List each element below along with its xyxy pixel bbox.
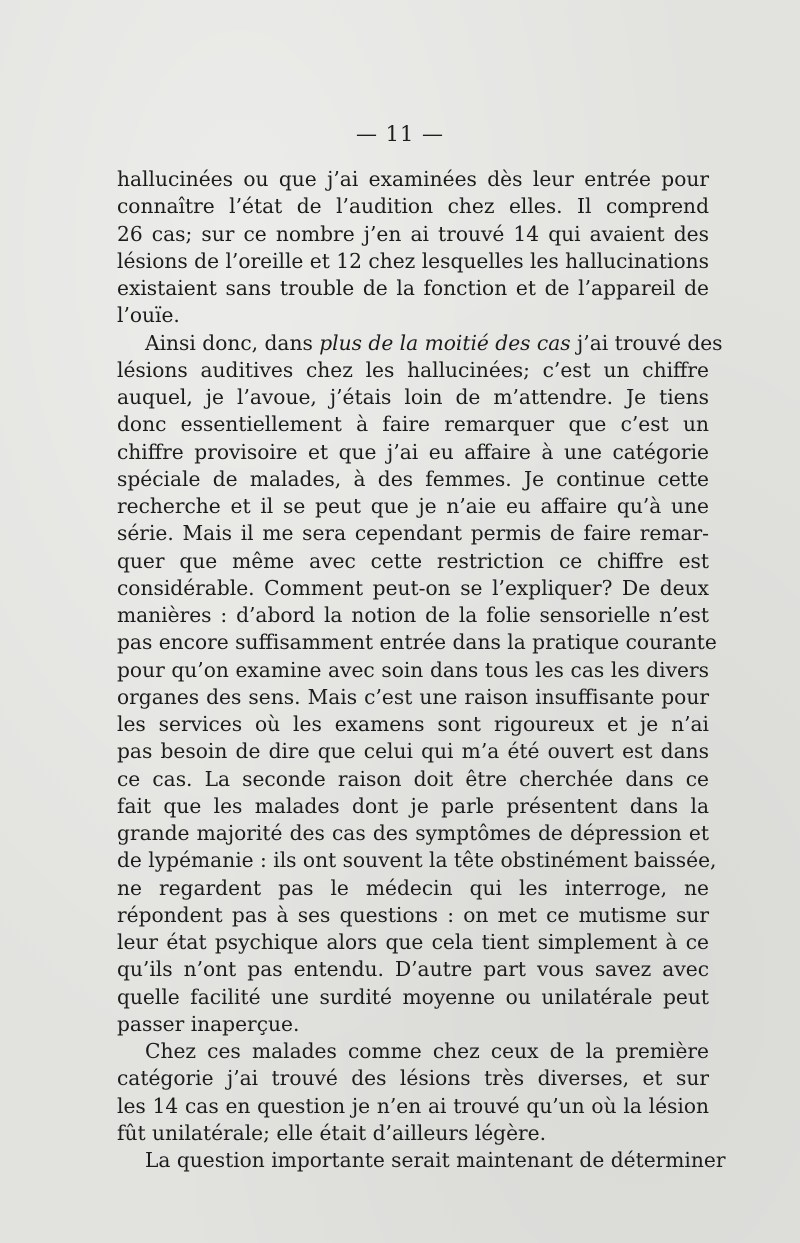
text-line: les services où les examens sont rigoureux et je n’ai <box>117 712 709 736</box>
text-line: manières : d’abord la notion de la folie sensorielle n’est <box>117 603 709 627</box>
text-segment: Ainsi donc, dans <box>145 330 320 355</box>
page-number: — 11 — <box>355 122 445 146</box>
text-line: connaître l’état de l’audition chez elles. Il comprend <box>117 194 709 219</box>
italic-phrase: plus de la moitié des cas <box>319 330 571 355</box>
text-line: fait que les malades dont je parle présentent dans la <box>117 793 709 818</box>
text-line: catégorie j’ai trouvé des lésions très diverses, et sur <box>117 1066 709 1091</box>
text-line: chiffre provisoire et que j’ai eu affaire à une catégorie <box>117 439 709 464</box>
text-line: donc essentiellement à faire remarquer que c’est un <box>117 412 709 437</box>
text-line: organes des sens. Mais c’est une raison insuffisante pour <box>117 684 709 709</box>
text-line: auquel, je l’avoue, j’étais loin de m’attendre. Je tiens <box>117 385 709 409</box>
text-line: série. Mais il me sera cependant permis de faire remar- <box>117 521 709 546</box>
text-line: 26 cas; sur ce nombre j’en ai trouvé 14 qui avaient des <box>117 221 709 246</box>
text-segment: j’ai trouvé des <box>570 330 723 355</box>
text-line: passer inaperçue. <box>117 1011 300 1036</box>
text-line: spéciale de malades, à des femmes. Je continue cette <box>117 466 709 491</box>
text-line: ne regardent pas le médecin qui les interroge, ne <box>117 875 709 900</box>
text-line: grande majorité des cas des symptômes de dépression et <box>117 821 709 845</box>
text-line: pas besoin de dire que celui qui m’a été ouvert est dans <box>117 739 709 764</box>
text-line: les 14 cas en question je n’en ai trouvé qu’un où la lésion <box>117 1093 709 1118</box>
text-line: l’ouïe. <box>117 303 180 328</box>
text-line: La question importante serait maintenant de déterminer <box>145 1148 726 1172</box>
text-line: quelle facilité une surdité moyenne ou unilatérale peut <box>117 984 709 1009</box>
body-text <box>117 166 726 1174</box>
text-line: recherche et il se peut que je n’aie eu affaire qu’à une <box>117 494 709 518</box>
text-line: pour qu’on examine avec soin dans tous les cas les divers <box>117 657 709 682</box>
text-line: qu’ils n’ont pas entendu. D’autre part vous savez avec <box>117 957 709 982</box>
text-line: Chez ces malades comme chez ceux de la première <box>145 1039 709 1063</box>
text-line: existaient sans trouble de la fonction et de l’appareil de <box>117 276 709 300</box>
text-line: lésions de l’oreille et 12 chez lesquelles les hallucinations <box>117 248 709 273</box>
text-line: lésions auditives chez les hallucinées; c’est un chiffre <box>117 357 709 382</box>
text-line: hallucinées ou que j’ai examinées dès leur entrée pour <box>117 167 709 191</box>
text-line: pas encore suffisamment entrée dans la pratique courante <box>117 630 717 655</box>
text-line: de lypémanie : ils ont souvent la tête obstinément baissée, <box>117 848 717 873</box>
text-line: répondent pas à ses questions : on met ce mutisme sur <box>117 902 709 927</box>
text-line: ce cas. La seconde raison doit être cherchée dans ce <box>117 766 709 791</box>
text-line: considérable. Comment peut-on se l’expliquer? De deux <box>117 575 709 600</box>
text-line <box>117 330 723 357</box>
text-line: quer que même avec cette restriction ce chiffre est <box>117 548 709 573</box>
text-line: leur état psychique alors que cela tient simplement à ce <box>117 930 709 954</box>
text-line: fût unilatérale; elle était d’ailleurs légère. <box>117 1120 547 1145</box>
